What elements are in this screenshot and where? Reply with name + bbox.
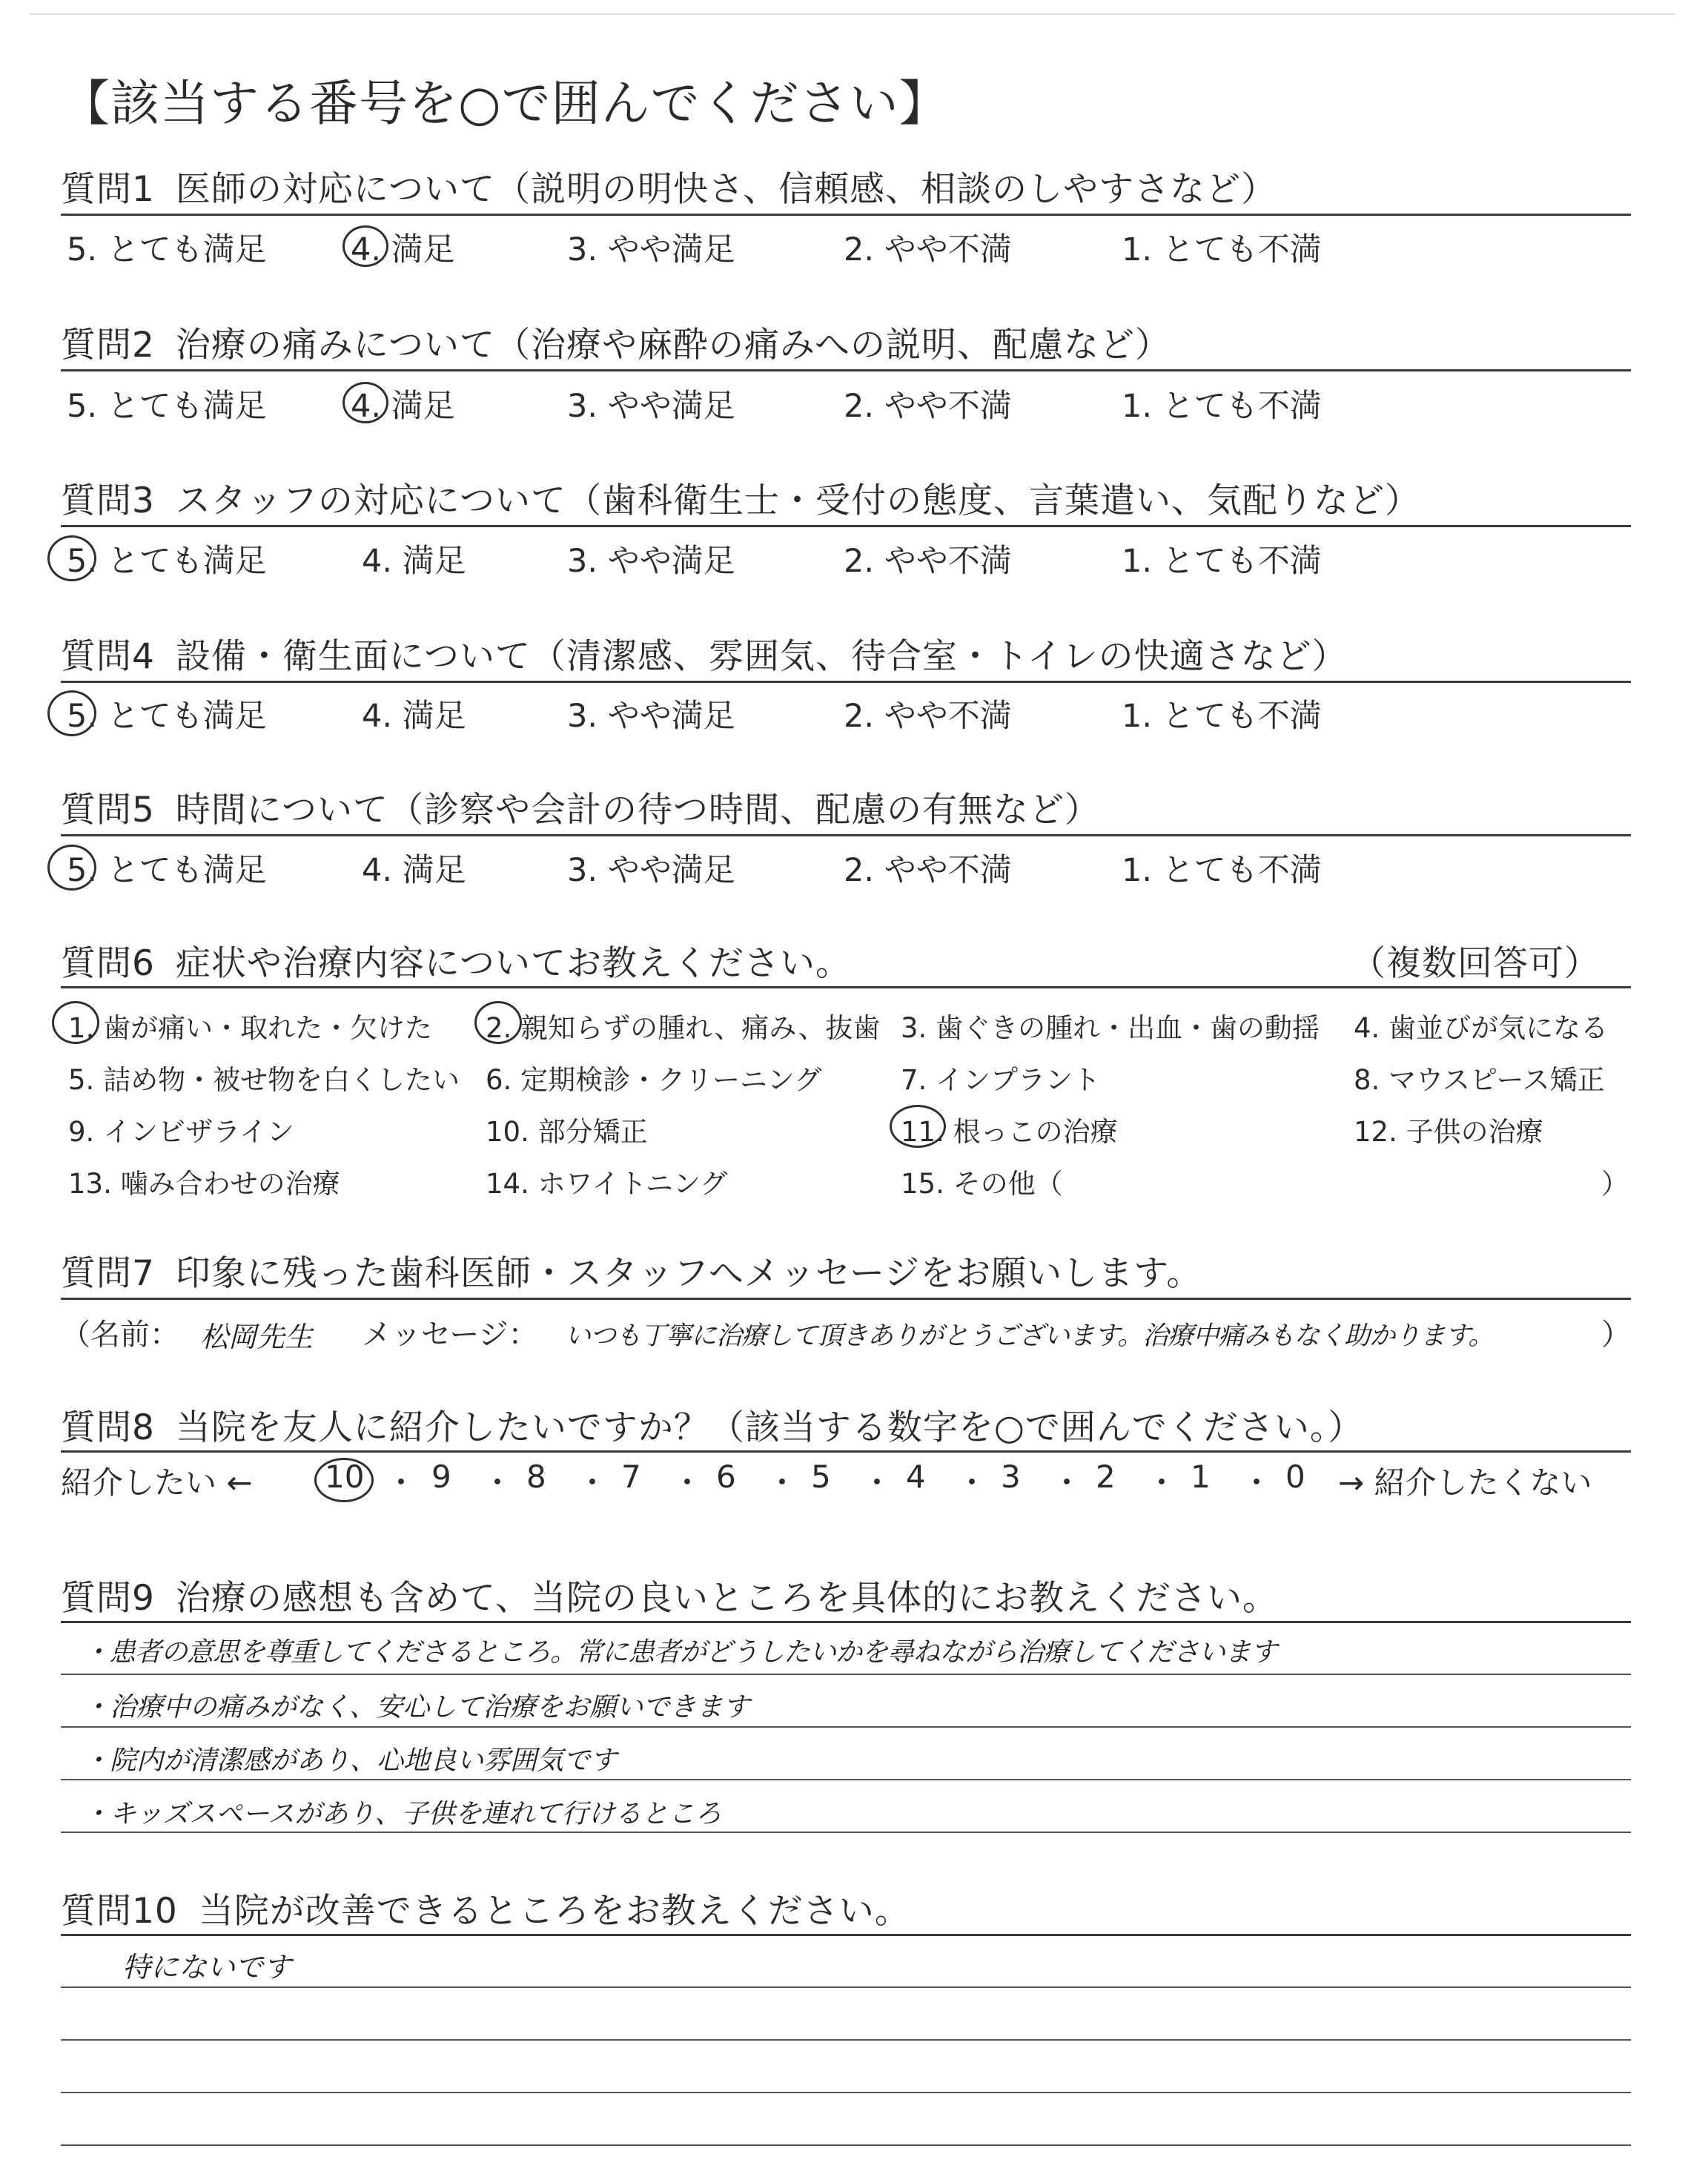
q6-other-close-paren: ）: [1601, 1168, 1629, 1200]
q8-left-label: 紹介したい ←: [61, 1464, 253, 1501]
q4-option-1[interactable]: 1. とても不満: [1122, 698, 1322, 735]
q6-option-8[interactable]: 8. マウスピース矯正: [1354, 1064, 1605, 1096]
q9-answer-2: ・治療中の痛みがなく、安心して治療をお願いできます: [83, 1692, 750, 1723]
question-6-number: 質問6: [61, 943, 155, 984]
question-4-title: [61, 629, 1348, 678]
q8-separator: ・: [385, 1464, 417, 1501]
q9-answer-line: [61, 1726, 1631, 1728]
question-7-number: 質問7: [61, 1253, 155, 1294]
q8-scale-0[interactable]: 0: [1285, 1459, 1305, 1495]
question-10-rule: [61, 1934, 1631, 1936]
q2-option-4[interactable]: 4. 満足: [351, 388, 455, 425]
q3-option-3[interactable]: 3. やや満足: [567, 543, 735, 580]
question-9-title: [61, 1571, 1278, 1620]
question-6-rule: [61, 986, 1631, 988]
q2-option-5[interactable]: 5. とても満足: [67, 388, 267, 425]
question-4-rule: [61, 681, 1631, 683]
q2-option-2[interactable]: 2. やや不満: [844, 388, 1012, 425]
q4-option-2[interactable]: 2. やや不満: [844, 698, 1012, 735]
q6-option-12[interactable]: 12. 子供の治療: [1354, 1116, 1543, 1148]
question-5-rule: [61, 834, 1631, 836]
q3-option-4[interactable]: 4. 満足: [362, 543, 466, 580]
q4-option-5[interactable]: 5. とても満足: [67, 698, 267, 735]
q5-answer-circle: [47, 845, 96, 891]
question-5-title: [61, 782, 1100, 832]
q10-answer-1: 特にないです: [122, 1951, 292, 1984]
q8-separator: ・: [956, 1464, 988, 1501]
question-3-rule: [61, 525, 1631, 527]
question-1-title: [61, 162, 1277, 211]
question-6-title: [61, 936, 851, 985]
question-9-text: 治療の感想も含めて、当院の良いところを具体的にお教えください。: [175, 1578, 1278, 1619]
question-6-note: （複数回答可）: [1351, 943, 1600, 984]
question-8-rule: [61, 1450, 1631, 1453]
q8-separator: ・: [1241, 1464, 1273, 1501]
question-2-text: 治療の痛みについて（治療や麻酔の痛みへの説明、配慮など）: [175, 325, 1171, 366]
q4-option-4[interactable]: 4. 満足: [362, 698, 466, 735]
question-5-text: 時間について（診察や会計の待つ時間、配慮の有無など）: [175, 790, 1100, 830]
q2-option-3[interactable]: 3. やや満足: [567, 388, 735, 425]
q6-option-3[interactable]: 3. 歯ぐきの腫れ・出血・歯の動揺: [901, 1012, 1320, 1044]
q5-option-5[interactable]: 5. とても満足: [67, 852, 267, 889]
q8-scale-8[interactable]: 8: [526, 1459, 546, 1495]
q2-answer-circle: [342, 382, 388, 423]
q6-option-5[interactable]: 5. 詰め物・被せ物を白くしたい: [68, 1064, 460, 1096]
q10-answer-line: [61, 2039, 1631, 2041]
q10-answer-line: [61, 1986, 1631, 1988]
question-8-text: 当院を友人に紹介したいですか？（該当する数字を○で囲んでください。）: [175, 1407, 1364, 1448]
question-10-text: 当院が改善できるところをお教えください。: [198, 1891, 910, 1932]
q8-separator: ・: [1146, 1464, 1178, 1501]
question-3-text: スタッフの対応について（歯科衛生士・受付の態度、言葉遣い、気配りなど）: [175, 480, 1420, 521]
page-top-rule: [30, 13, 1675, 15]
q3-option-1[interactable]: 1. とても不満: [1122, 543, 1322, 580]
q8-separator: ・: [861, 1464, 893, 1501]
q8-scale-4[interactable]: 4: [906, 1459, 926, 1495]
q4-answer-circle: [47, 690, 96, 736]
q8-scale-10[interactable]: 10: [325, 1459, 365, 1495]
question-4-number: 質問4: [61, 636, 155, 677]
q8-scale-1[interactable]: 1: [1191, 1459, 1211, 1495]
page-heading: 【該当する番号を○で囲んでください】: [61, 75, 949, 132]
q5-option-1[interactable]: 1. とても不満: [1122, 852, 1322, 889]
question-1-text: 医師の対応について（説明の明快さ、信頼感、相談のしやすさなど）: [175, 169, 1277, 210]
q8-scale-3[interactable]: 3: [1001, 1459, 1021, 1495]
q7-message-label: メッセージ：: [362, 1318, 538, 1352]
question-10-number: 質問10: [61, 1891, 178, 1932]
q8-separator: ・: [482, 1464, 514, 1501]
q9-answer-line: [61, 1832, 1631, 1833]
q3-option-2[interactable]: 2. やや不満: [844, 543, 1012, 580]
q8-scale-5[interactable]: 5: [811, 1459, 831, 1495]
q9-answer-1: ・患者の意思を尊重してくださるところ。常に患者がどうしたいかを尋ねながら治療してくださいます: [83, 1637, 1277, 1668]
q6-option-4[interactable]: 4. 歯並びが気になる: [1354, 1012, 1609, 1044]
q1-answer-circle: [342, 225, 388, 267]
q9-answer-3: ・院内が清潔感があり、心地良い雰囲気です: [83, 1745, 618, 1776]
q7-name-label: （名前：: [61, 1318, 179, 1352]
question-8-title: [61, 1400, 1363, 1450]
q2-option-1[interactable]: 1. とても不満: [1122, 388, 1322, 425]
question-9-rule: [61, 1621, 1631, 1623]
question-7-text: 印象に残った歯科医師・スタッフへメッセージをお願いします。: [175, 1253, 1202, 1294]
q6-option-2[interactable]: 2. 親知らずの腫れ、痛み、抜歯: [486, 1012, 881, 1044]
question-5-number: 質問5: [61, 790, 155, 830]
q1-option-1[interactable]: 1. とても不満: [1122, 231, 1322, 268]
question-3-number: 質問3: [61, 480, 155, 521]
q6-option-6[interactable]: 6. 定期検診・クリーニング: [486, 1064, 822, 1096]
question-7-rule: [61, 1298, 1631, 1300]
question-2-title: [61, 317, 1171, 367]
q8-scale-7[interactable]: 7: [621, 1459, 641, 1495]
q6-answer-circle-11: [890, 1105, 946, 1148]
q3-option-5[interactable]: 5. とても満足: [67, 543, 267, 580]
q8-separator: ・: [577, 1464, 609, 1501]
q6-option-7[interactable]: 7. インプラント: [901, 1064, 1101, 1096]
q8-scale-6[interactable]: 6: [716, 1459, 736, 1495]
q9-answer-4: ・キッズスペースがあり、子供を連れて行けるところ: [83, 1799, 722, 1829]
q9-answer-line: [61, 1674, 1631, 1675]
q8-separator: ・: [672, 1464, 704, 1501]
q6-option-9[interactable]: 9. インビザライン: [68, 1116, 294, 1148]
question-8-number: 質問8: [61, 1407, 155, 1448]
q6-option-11[interactable]: 11. 根っこの治療: [901, 1116, 1118, 1148]
q3-answer-circle: [47, 535, 96, 581]
q6-answer-circle-1: [52, 1001, 99, 1044]
q1-option-5[interactable]: 5. とても満足: [67, 231, 267, 268]
q10-answer-line: [61, 2144, 1631, 2146]
question-2-number: 質問2: [61, 325, 155, 366]
question-2-rule: [61, 369, 1631, 371]
q8-separator: ・: [767, 1464, 798, 1501]
question-1-number: 質問1: [61, 169, 155, 210]
q6-option-15[interactable]: 15. その他（: [901, 1168, 1063, 1200]
q1-option-4[interactable]: 4. 満足: [351, 231, 455, 268]
q8-right-label: → 紹介したくない: [1338, 1464, 1592, 1501]
q7-message-value: いつも丁寧に治療して頂きありがとうございます。治療中痛みもなく助かります。: [565, 1321, 1494, 1351]
question-7-title: [61, 1246, 1202, 1295]
question-1-rule: [61, 214, 1631, 216]
q6-option-13[interactable]: 13. 噛み合わせの治療: [68, 1168, 340, 1200]
question-4-text: 設備・衛生面について（清潔感、雰囲気、待合室・トイレの快適さなど）: [175, 636, 1348, 677]
q5-option-4[interactable]: 4. 満足: [362, 852, 466, 889]
question-10-title: [61, 1883, 910, 1933]
q4-option-3[interactable]: 3. やや満足: [567, 698, 735, 735]
q7-close-paren: ）: [1601, 1318, 1631, 1352]
question-3-title: [61, 473, 1420, 523]
q6-answer-circle-2: [474, 1001, 522, 1044]
q1-option-3[interactable]: 3. やや満足: [567, 231, 735, 268]
q1-option-2[interactable]: 2. やや不満: [844, 231, 1012, 268]
q10-answer-line: [61, 2092, 1631, 2093]
q6-option-14[interactable]: 14. ホワイトニング: [486, 1168, 728, 1200]
question-9-number: 質問9: [61, 1578, 155, 1619]
q5-option-2[interactable]: 2. やや不満: [844, 852, 1012, 889]
q8-scale-2[interactable]: 2: [1096, 1459, 1116, 1495]
q5-option-3[interactable]: 3. やや満足: [567, 852, 735, 889]
question-6-text: 症状や治療内容についてお教えください。: [175, 943, 851, 984]
q8-scale-9[interactable]: 9: [431, 1459, 451, 1495]
q9-answer-line: [61, 1779, 1631, 1780]
q6-option-1[interactable]: 1. 歯が痛い・取れた・欠けた: [68, 1012, 433, 1044]
q7-name-value: 松岡先生: [200, 1321, 314, 1353]
q8-separator: ・: [1051, 1464, 1083, 1501]
q8-answer-circle: [314, 1458, 374, 1502]
q6-option-10[interactable]: 10. 部分矯正: [486, 1116, 648, 1148]
